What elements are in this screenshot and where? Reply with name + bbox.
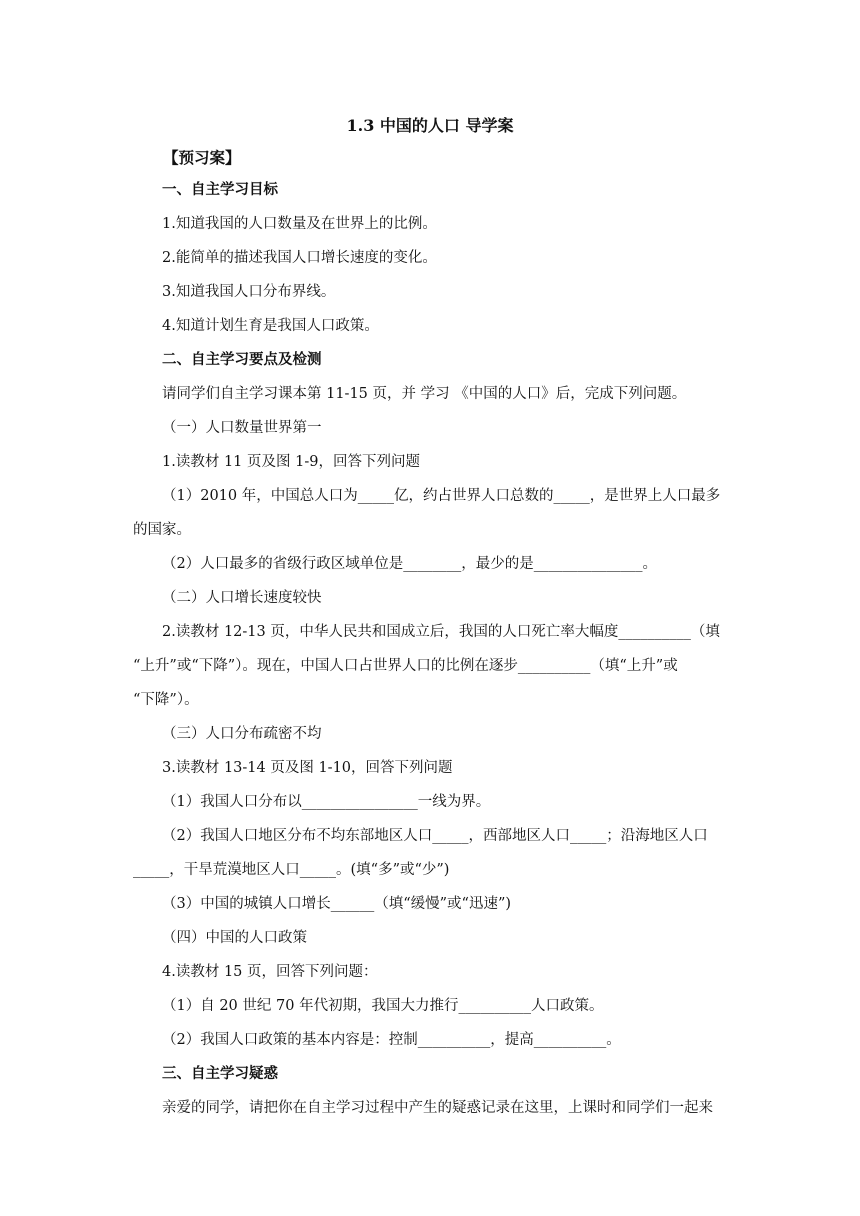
question-2-cont: “上升”或“下降”）。现在，中国人口占世界人口的比例在逐步__________（填“上升”或 [133, 658, 678, 674]
goal-item: 4.知道计划生育是我国人口政策。 [162, 318, 379, 334]
question-2: 2.读教材 12-13 页，中华人民共和国成立后，我国的人口死亡率大幅度__________（填 [162, 624, 720, 640]
question-3-2: （2）我国人口地区分布不均东部地区人口_____，西部地区人口_____；沿海地区人口 [162, 828, 708, 844]
section-2-intro: 请同学们自主学习课本第 11-15 页，并 学习 《中国的人口》后，完成下列问题。 [162, 386, 687, 402]
preview-header: 【预习案】 [163, 148, 241, 167]
question-4: 4.读教材 15 页，回答下列问题： [162, 964, 378, 980]
goal-item: 1.知道我国的人口数量及在世界上的比例。 [162, 216, 437, 232]
question-1-1-cont: 的国家。 [133, 522, 191, 538]
part-3-heading: （三）人口分布疏密不均 [162, 726, 322, 742]
page-title: 1.3 中国的人口 导学案 [346, 116, 514, 135]
question-4-1: （1）自 20 世纪 70 年代初期，我国大力推行__________人口政策。 [162, 998, 604, 1014]
question-3-3: （3）中国的城镇人口增长______（填“缓慢”或“迅速”) [162, 896, 512, 912]
section-3-heading: 三、自主学习疑惑 [162, 1065, 278, 1082]
part-4-heading: （四）中国的人口政策 [162, 930, 307, 946]
question-3: 3.读教材 13-14 页及图 1-10，回答下列问题 [162, 760, 453, 776]
question-4-2: （2）我国人口政策的基本内容是：控制__________，提高__________。 [162, 1032, 621, 1048]
question-1: 1.读教材 11 页及图 1-9，回答下列问题 [162, 454, 420, 470]
goal-item: 3.知道我国人口分布界线。 [162, 284, 336, 300]
section-3-text: 亲爱的同学，请把你在自主学习过程中产生的疑惑记录在这里，上课时和同学们一起来 [162, 1100, 713, 1116]
part-1-heading: （一）人口数量世界第一 [162, 420, 322, 436]
question-3-1: （1）我国人口分布以________________一线为界。 [162, 794, 491, 810]
question-1-1: （1）2010 年，中国总人口为_____亿，约占世界人口总数的_____，是世界上人口最多 [162, 488, 721, 504]
question-2-cont: “下降”）。 [133, 692, 199, 708]
section-2-heading: 二、自主学习要点及检测 [162, 351, 322, 368]
goal-item: 2.能简单的描述我国人口增长速度的变化。 [162, 250, 437, 266]
part-2-heading: （二）人口增长速度较快 [162, 590, 322, 606]
section-1-heading: 一、自主学习目标 [162, 181, 278, 198]
question-1-2: （2）人口最多的省级行政区域单位是________，最少的是_______________。 [162, 556, 657, 572]
question-3-2-cont: _____，干旱荒漠地区人口_____。(填“多”或“少”) [133, 862, 450, 878]
